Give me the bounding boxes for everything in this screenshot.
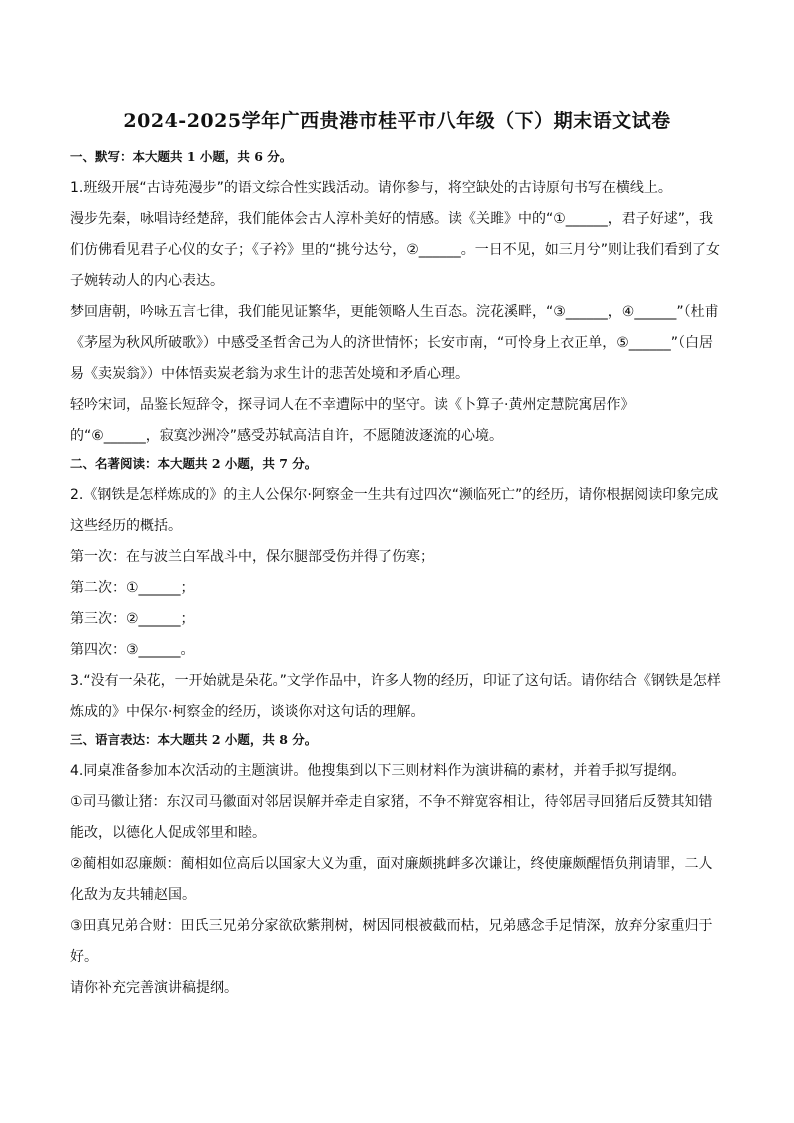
paragraph-pre-qin: 漫步先秦，咏唱诗经楚辞，我们能体会古人淳朴美好的情感。读《关雎》中的“①______，君子好逑”，我们仿佛看见君子心仪的女子；《子衿》里的“挑兮达兮，②______。一日不见，如三月兮”则让我们看到了女子婉转动人的内心表达。 (70, 211, 721, 289)
section-dictation (70, 147, 724, 452)
question-3: 3.“没有一朵花，一开始就是朵花。”文学作品中，许多人物的经历，印证了这句话。请你结合《钢铁是怎样炼成的》中保尔·柯察金的经历，谈谈你对这句话的理解。 (70, 673, 721, 720)
answer-line-4: 第四次：③______。 (70, 642, 195, 658)
section-heading: 二、名著阅读：本大题共 2 小题，共 7 分。 (70, 456, 318, 471)
material-2: ②蔺相如忍廉颇：蔺相如位高后以国家大义为重，面对廉颇挑衅多次谦让，终使廉颇醒悟负荆请罪，二人化敌为友共辅赵国。 (70, 856, 713, 903)
question-2: 2.《钢铁是怎样炼成的》的主人公保尔·阿察金一生共有过四次“濒临死亡”的经历，请你根据阅读印象完成这些经历的概括。 (70, 487, 719, 534)
answer-line-3: 第三次：②______； (70, 611, 195, 627)
paragraph-tang: 梦回唐朝，吟咏五言七律，我们能见证繁华，更能领略人生百态。浣花溪畔，“③______，④______”（杜甫《茅屋为秋风所破歌》）中感受圣哲舍己为人的济世情怀；长安市南，“可怜身上衣正单，⑤______”（白居易《卖炭翁》）中体悟卖炭老翁为求生计的悲苦处境和矛盾心理。 (70, 304, 719, 382)
question-4: 4.同桌准备参加本次活动的主题演讲。他搜集到以下三则材料作为演讲稿的素材，并着手拟写提纲。 (70, 763, 686, 779)
answer-line-2: 第二次：①______； (70, 580, 195, 596)
section-classic-reading (70, 454, 724, 728)
paragraph-song: 轻吟宋词，品鉴长短辞令，探寻词人在不幸遭际中的坚守。读《卜算子·黄州定慧院寓居作》的“⑥______，寂寞沙洲冷”感受苏轼高洁自许，不愿随波逐流的心境。 (70, 397, 635, 444)
question-1: 1.班级开展“古诗苑漫步”的语文综合性实践活动。请你参与，将空缺处的古诗原句书写在横线上。 (70, 180, 672, 196)
material-1: ①司马徽让猪：东汉司马徽面对邻居误解并牵走自家猪，不争不辩宽容相让，待邻居寻回猪后反赞其知错能改，以德化人促成邻里和睦。 (70, 794, 713, 841)
section-language-expression (70, 730, 724, 1004)
section-heading: 一、默写：本大题共 1 小题，共 6 分。 (70, 149, 293, 164)
answer-line-1: 第一次：在与波兰白军战斗中，保尔腿部受伤并得了伤寒； (70, 549, 434, 565)
material-3: ③田真兄弟合财：田氏三兄弟分家欲砍紫荆树，树因同根被截而枯，兄弟感念手足情深，放弃分家重归于好。 (70, 918, 713, 965)
exam-title: 2024-2025学年广西贵港市桂平市八年级（下）期末语文试卷 (123, 110, 671, 132)
section-heading: 三、语言表达：本大题共 2 小题，共 8 分。 (70, 732, 318, 747)
instruction: 请你补充完善演讲稿提纲。 (70, 980, 238, 996)
